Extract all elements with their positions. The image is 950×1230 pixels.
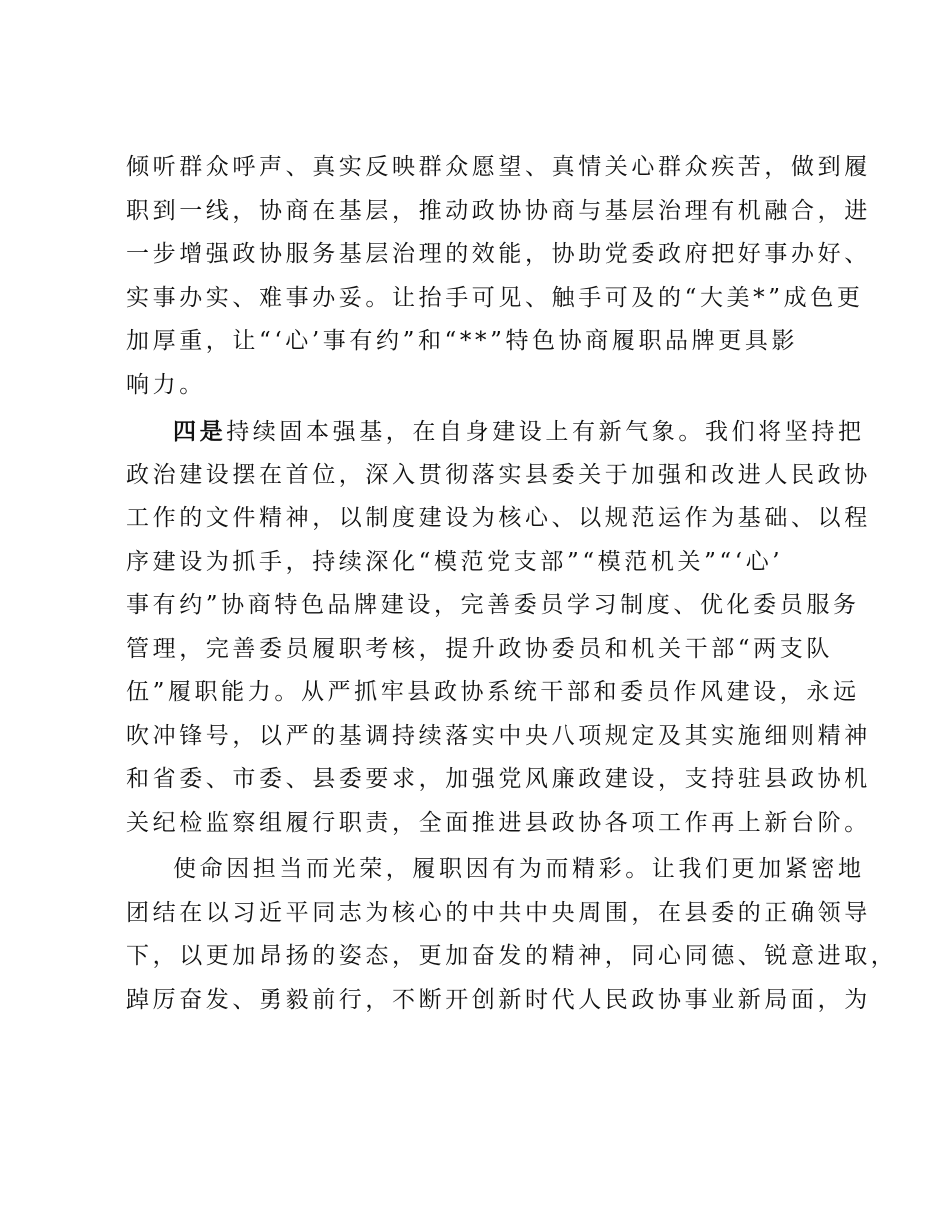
text-line: 下，以更加昂扬的姿态，更加奋发的精神，同心同德、锐意进取， bbox=[126, 943, 898, 969]
text-run: 持续固本强基，在自身建设上有新气象。我们将坚持把 bbox=[226, 419, 865, 445]
text-line: 和省委、市委、县委要求，加强党风廉政建设，支持驻县政协机 bbox=[126, 766, 871, 792]
document-body bbox=[126, 146, 898, 1022]
text-line: 倾听群众呼声、真实反映群众愿望、真情关心群众疾苦，做到履 bbox=[126, 154, 871, 180]
text-line: 踔厉奋发、勇毅前行，不断开创新时代人民政协事业新局面，为 bbox=[126, 986, 871, 1013]
text-line: 职到一线，协商在基层，推动政协协商与基层治理有机融合，进 bbox=[126, 197, 871, 224]
text-line: 一步增强政协服务基层治理的效能，协助党委政府把好事办好、 bbox=[126, 241, 871, 267]
text-line: 响力。 bbox=[126, 371, 206, 398]
text-line: 团结在以习近平同志为核心的中共中央周围，在县委的正确领导 bbox=[126, 899, 871, 926]
paragraph-1 bbox=[126, 146, 871, 407]
text-line: 政治建设摆在首位，深入贯彻落实县委关于加强和改进人民政协 bbox=[126, 461, 871, 488]
text-line bbox=[126, 410, 865, 454]
text-line: 关纪检监察组履行职责，全面推进县政协各项工作再上新台阶。 bbox=[126, 809, 871, 836]
paragraph-2 bbox=[126, 410, 871, 845]
text-line: 吹冲锋号，以严的基调持续落实中央八项规定及其实施细则精神 bbox=[126, 722, 871, 749]
text-line: 加厚重，让“‘心’事有约”和“**”特色协商履职品牌更具影 bbox=[126, 328, 799, 354]
paragraph-3 bbox=[126, 848, 898, 1022]
text-line: 序建设为抓手，持续深化“模范党支部”“模范机关”“‘心’ bbox=[126, 548, 784, 575]
text-line: 工作的文件精神，以制度建设为核心、以规范运作为基础、以程 bbox=[126, 505, 871, 531]
text-line: 管理，完善委员履职考核，提升政协委员和机关干部“两支队 bbox=[126, 635, 833, 662]
text-line: 伍”履职能力。从严抓牢县政协系统干部和委员作风建设，永远 bbox=[126, 679, 860, 705]
text-line: 实事办实、难事办妥。让抬手可见、触手可及的“大美*”成色更 bbox=[126, 284, 864, 311]
text-line: 使命因担当而光荣，履职因有为而精彩。让我们更加紧密地 bbox=[173, 856, 865, 882]
text-line: 事有约”协商特色品牌建设，完善委员学习制度、优化委员服务 bbox=[126, 592, 860, 618]
bold-lead: 四是 bbox=[173, 418, 227, 445]
